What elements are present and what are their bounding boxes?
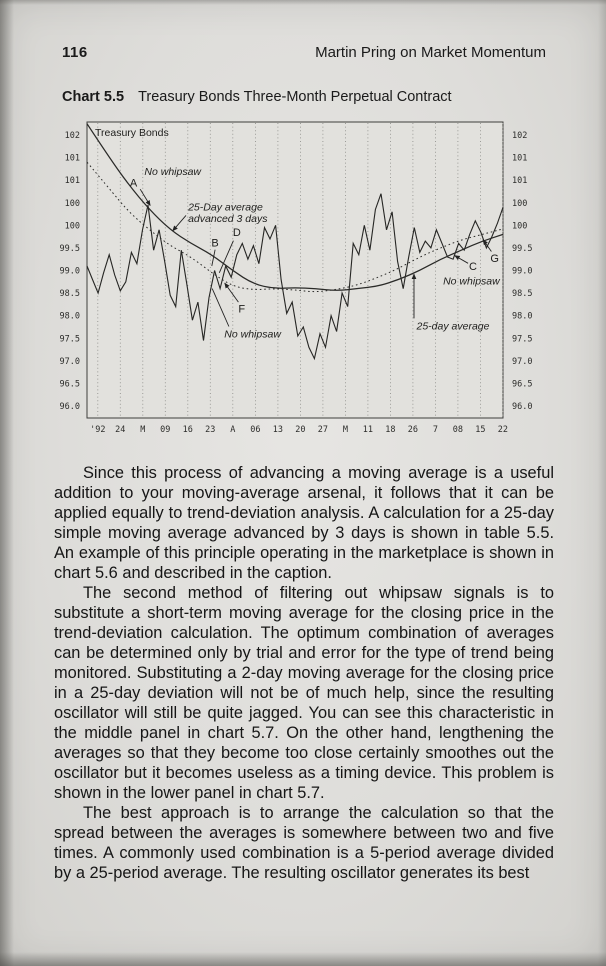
y-axis-right-label: 97.0 xyxy=(512,356,533,367)
x-tick-label: 26 xyxy=(407,425,419,435)
body-text xyxy=(54,463,554,883)
x-tick-label: M xyxy=(140,425,146,435)
y-axis-right-label: 101 xyxy=(512,153,528,164)
y-axis-right-label: 102 xyxy=(512,131,528,141)
y-axis-left-label: 98.0 xyxy=(59,311,80,322)
treasury-bonds-chart xyxy=(55,114,550,446)
y-axis-right-label: 100 xyxy=(512,221,528,232)
y-axis-right-label: 101 xyxy=(512,176,528,187)
x-tick-label: 22 xyxy=(497,425,509,435)
point-label-F: F xyxy=(238,303,246,316)
page-number: 116 xyxy=(62,44,88,61)
x-tick-label: A xyxy=(230,425,236,435)
page-header xyxy=(62,44,546,61)
point-label-A: A xyxy=(129,177,138,190)
y-axis-left-label: 102 xyxy=(64,131,80,141)
figure-label: Chart 5.5 xyxy=(62,89,125,105)
running-head: Martin Pring on Market Momentum xyxy=(315,44,546,61)
x-tick-label: 16 xyxy=(182,425,193,435)
y-axis-right-label: 96.5 xyxy=(512,379,533,390)
x-tick-label: 23 xyxy=(205,425,216,435)
page-edge-bottom xyxy=(0,952,606,966)
note-label: 25-day average xyxy=(416,320,490,333)
note-label: No whipsaw xyxy=(224,328,281,341)
page-edge-top xyxy=(0,0,606,5)
paragraph-1: Since this process of advancing a moving average is a useful addition to your moving-average arsenal, it follows that it can be applied equally to trend-deviation analysis. A calculation for a 25-day simple moving average advanced by 3 days is shown in table 5.5. An example of this principle operating in the marketplace is shown in chart 5.6 and described in the caption. xyxy=(54,464,554,582)
y-axis-left-label: 99.5 xyxy=(59,243,80,254)
x-tick-label: 08 xyxy=(452,425,464,435)
y-axis-left-label: 98.5 xyxy=(59,289,80,300)
y-axis-left-label: 96.5 xyxy=(59,379,80,390)
point-label-G: G xyxy=(490,252,499,265)
y-axis-left-label: 97.5 xyxy=(59,334,80,345)
y-axis-left-label: 100 xyxy=(64,198,80,209)
y-axis-right-label: 98.5 xyxy=(512,289,533,300)
y-axis-left-label: 96.0 xyxy=(59,402,80,412)
figure-caption-text: Treasury Bonds Three-Month Perpetual Contract xyxy=(138,89,452,105)
x-tick-label: 7 xyxy=(432,425,438,435)
point-label-D: D xyxy=(232,227,241,240)
note-label: No whipsaw xyxy=(443,275,500,288)
point-label-C: C xyxy=(469,261,477,273)
x-tick-label: 20 xyxy=(295,425,306,435)
paragraph-2: The second method of filtering out whipsaw signals is to substitute a short-term moving average for the closing price in the trend-deviation calculation. The optimum combination of averages can be determined only by trial and error for the type of trend being monitored. Substituting a 2-day moving average for the closing price in a 25-day deviation will not be of much help, since the resulting oscillator will still be quite jagged. You can see this characteristic in the middle panel in chart 5.7. On the other hand, lengthening the averages so that they become too close certainly smoothes out the oscillator but it becomes useless as a timing device. This problem is shown in the lower panel in chart 5.7. xyxy=(54,584,554,802)
y-axis-right-label: 96.0 xyxy=(512,402,533,412)
x-tick-label: 27 xyxy=(317,425,329,435)
y-axis-right-label: 100 xyxy=(512,198,528,209)
page-edge-left xyxy=(0,0,14,966)
paragraph-3: The best approach is to arrange the calculation so that the spread between the averages is somewhere between two and five times. A commonly used combination is a 5-period average divided by a 25-period average. The resulting oscillator generates its best xyxy=(54,804,554,882)
y-axis-left-label: 97.0 xyxy=(59,356,80,367)
y-axis-right-label: 99.5 xyxy=(512,243,533,254)
x-tick-label: 09 xyxy=(160,425,171,435)
x-tick-label: M xyxy=(342,425,348,435)
chart-title: Treasury Bonds xyxy=(95,127,169,139)
x-tick-label: 18 xyxy=(385,425,396,435)
x-tick-label: 13 xyxy=(272,425,284,435)
note-label: No whipsaw xyxy=(144,166,202,178)
y-axis-left-label: 101 xyxy=(64,176,80,187)
chart-figure xyxy=(55,114,550,446)
note-label: 25-Day average xyxy=(188,201,263,214)
note-label: advanced 3 days xyxy=(188,213,268,225)
y-axis-right-label: 97.5 xyxy=(512,334,533,345)
y-axis-right-label: 99.0 xyxy=(512,266,533,277)
y-axis-left-label: 99.0 xyxy=(59,266,80,277)
x-tick-label: 11 xyxy=(362,425,374,435)
x-tick-label: 06 xyxy=(250,425,261,435)
y-axis-left-label: 100 xyxy=(64,221,80,232)
x-tick-label: 24 xyxy=(115,425,126,435)
x-tick-label: '92 xyxy=(90,425,106,435)
y-axis-right-label: 98.0 xyxy=(512,311,533,322)
page-edge-right xyxy=(598,0,606,966)
y-axis-left-label: 101 xyxy=(64,153,80,164)
figure-caption xyxy=(62,89,556,105)
point-label-B: B xyxy=(211,237,219,250)
x-tick-label: 15 xyxy=(475,425,486,435)
